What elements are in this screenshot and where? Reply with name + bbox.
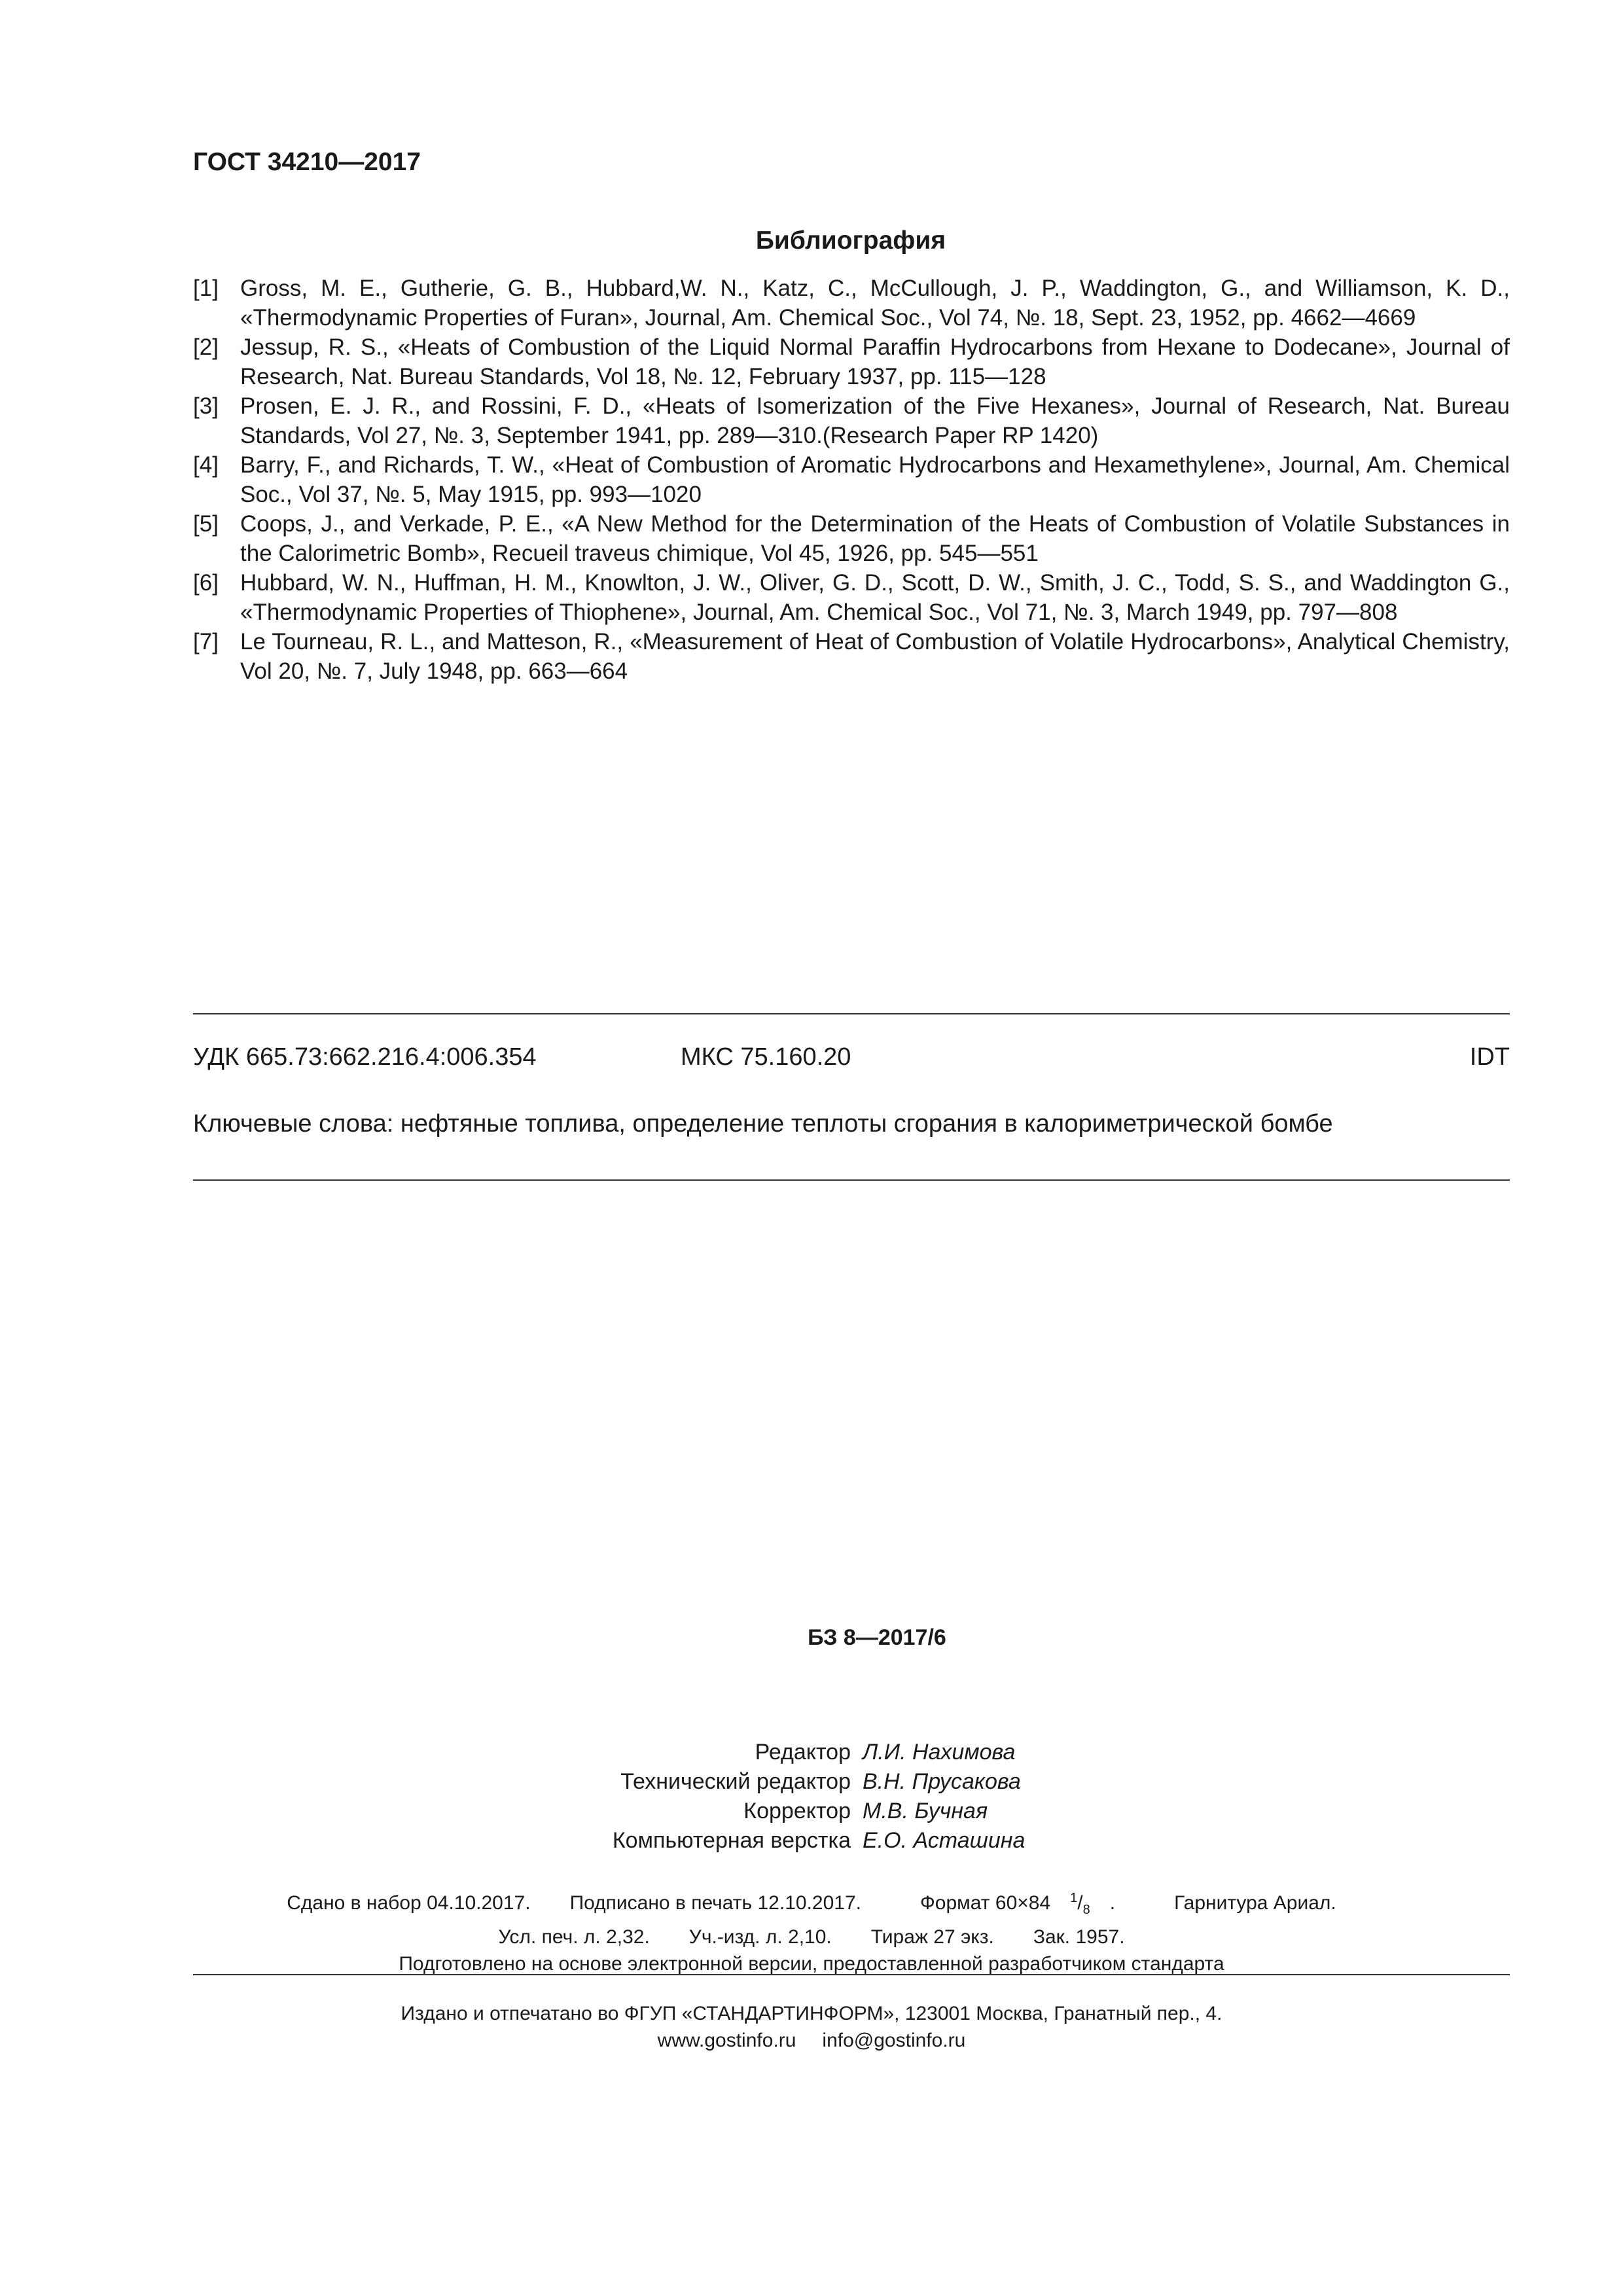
bottom-divider (193, 1179, 1510, 1181)
reference-item (193, 509, 1510, 568)
reference-number: [3] (193, 393, 219, 419)
reference-number: [7] (193, 629, 219, 655)
credit-line (0, 1767, 1623, 1797)
bibliography-title: Библиография (755, 226, 946, 255)
credit-line (0, 1826, 1623, 1856)
credit-role: Редактор (755, 1740, 851, 1765)
reference-item (193, 568, 1510, 627)
credits-block (0, 1738, 1623, 1856)
reference-item (193, 391, 1510, 450)
contact-line (0, 2027, 1623, 2054)
reference-text: Coops, J., and Verkade, P. E., «A New Method for the Determination of the Heats of Combustion of Volatile Substances in the Calorimetric Bomb», Recueil traveus chimique, Vol 45, 1926, pp. 545—551 (240, 511, 1510, 566)
reference-item (193, 450, 1510, 509)
publisher-sheets: Уч.-изд. л. 2,10. (688, 1926, 832, 1948)
reference-text: Hubbard, W. N., Huffman, H. M., Knowlton, J. W., Oliver, G. D., Scott, D. W., Smith, J. C., Todd, S. S., and Waddington G., «Thermodynamic Properties of Thiophene», Journal, Am. Chemical Soc., Vol 71, №. 3, March 1949, pp. 797—808 (240, 570, 1510, 625)
publisher-address: Издано и отпечатано во ФГУП «СТАНДАРТИНФОРМ», 123001 Москва, Гранатный пер., 4. (401, 2003, 1222, 2024)
print-sheets: Усл. печ. л. 2,32. (498, 1926, 650, 1948)
reference-text: Jessup, R. S., «Heats of Combustion of the Liquid Normal Paraffin Hydrocarbons from Hexane to Dodecane», Journal of Research, Nat. Bureau Standards, Vol 18, №. 12, February 1937, pp. 115—128 (240, 334, 1510, 389)
credit-role: Технический редактор (620, 1769, 851, 1794)
idt-marker: IDT (1469, 1043, 1510, 1071)
credit-person: Е.О. Асташина (863, 1828, 1026, 1853)
bz-number: БЗ 8—2017/6 (808, 1625, 946, 1650)
email-link[interactable]: info@gostinfo.ru (822, 2030, 966, 2051)
submitted-date: Сдано в набор 04.10.2017. (287, 1892, 531, 1914)
classification-row (193, 1043, 1510, 1075)
order-number: Зак. 1957. (1033, 1926, 1125, 1948)
credit-person: Л.И. Нахимова (863, 1740, 1016, 1765)
reference-number: [1] (193, 276, 219, 301)
credit-person: В.Н. Прусакова (863, 1769, 1021, 1794)
udk-code: УДК 665.73:662.216.4:006.354 (193, 1043, 537, 1071)
credit-role: Компьютерная верстка (612, 1828, 851, 1853)
typeface: Гарнитура Ариал. (1174, 1892, 1336, 1914)
credit-line (0, 1738, 1623, 1767)
paper-format: Формат 60×84 $^1/_8$ . (919, 1891, 1116, 1917)
mks-code: МКС 75.160.20 (681, 1043, 851, 1071)
publication-line-2 (0, 1924, 1623, 1950)
bibliography-list (193, 274, 1510, 686)
reference-item (193, 332, 1510, 391)
imprint-block (0, 2000, 1623, 2054)
imprint-divider (193, 1974, 1510, 1975)
top-divider (193, 1013, 1510, 1014)
reference-text: Prosen, E. J. R., and Rossini, F. D., «Heats of Isomerization of the Five Hexanes», Journal of Research, Nat. Bureau Standards, Vol 27, №. 3, September 1941, pp. 289—310.(Research Paper RP 1420) (240, 393, 1510, 448)
reference-text: Le Tourneau, R. L., and Matteson, R., «Measurement of Heat of Combustion of Volatile Hydrocarbons», Analytical Chemistry, Vol 20, №. 7, July 1948, pp. 663—664 (240, 629, 1510, 684)
signed-date: Подписано в печать 12.10.2017. (569, 1892, 861, 1914)
website-link[interactable]: www.gostinfo.ru (657, 2030, 796, 2051)
reference-number: [5] (193, 511, 219, 537)
publication-details (0, 1885, 1623, 1977)
prepared-note: Подготовлено на основе электронной версии, предоставленной разработчиком стандарта (399, 1953, 1224, 1975)
standard-code-header: ГОСТ 34210—2017 (193, 148, 421, 176)
reference-text: Barry, F., and Richards, T. W., «Heat of Combustion of Aromatic Hydrocarbons and Hexamethylene», Journal, Am. Chemical Soc., Vol 37, №. 5, May 1915, pp. 993—1020 (240, 452, 1510, 507)
reference-item (193, 627, 1510, 686)
publication-line-1 (0, 1885, 1623, 1924)
circulation: Тираж 27 экз. (870, 1926, 994, 1948)
reference-text: Gross, M. E., Gutherie, G. B., Hubbard,W. N., Katz, C., McCullough, J. P., Waddington, G., and Williamson, K. D., «Thermodynamic Properties of Furan», Journal, Am. Chemical Soc., Vol 74, №. 18, Sept. 23, 1952, pp. 4662—4669 (240, 276, 1510, 331)
credit-person: М.В. Бучная (863, 1799, 988, 1823)
credit-line (0, 1797, 1623, 1826)
reference-number: [2] (193, 334, 219, 360)
reference-number: [4] (193, 452, 219, 478)
reference-item (193, 274, 1510, 332)
reference-number: [6] (193, 570, 219, 596)
credit-role: Корректор (743, 1799, 851, 1823)
keywords-line: Ключевые слова: нефтяные топлива, определение теплоты сгорания в калориметрической бомбе (193, 1110, 1333, 1138)
